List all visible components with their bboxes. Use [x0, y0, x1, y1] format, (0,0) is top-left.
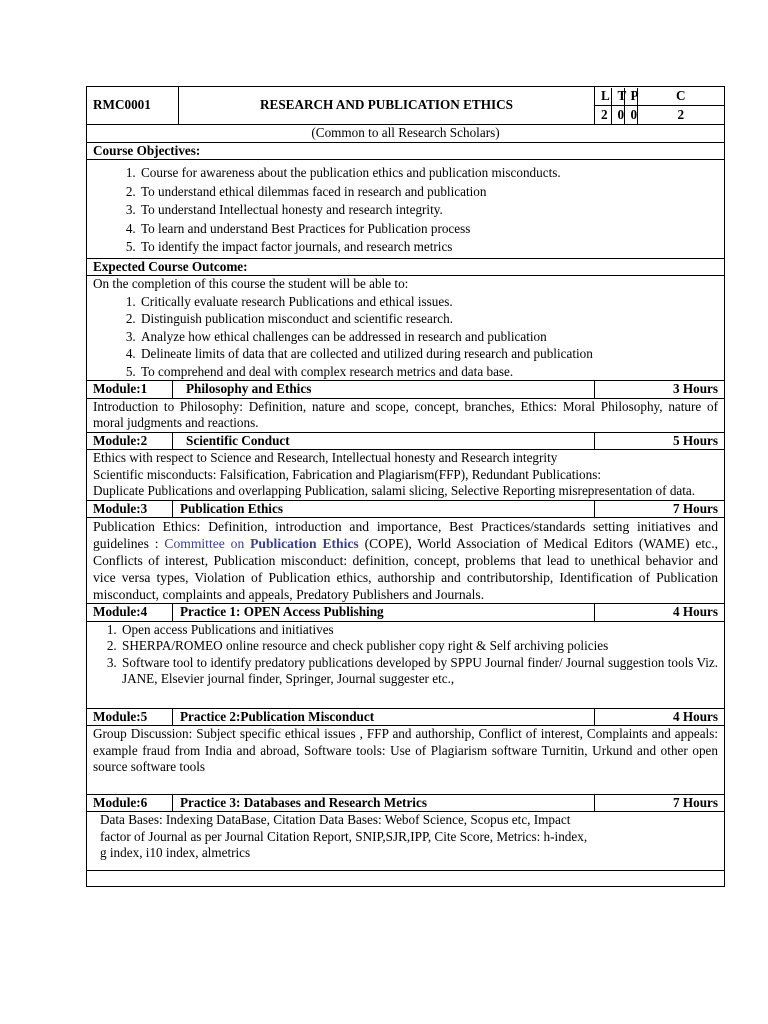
module-label: Module:3	[87, 500, 173, 518]
ltpc-value-t: 0	[611, 106, 624, 124]
list-item: 1. Critically evaluate research Publications and ethical issues.	[139, 293, 718, 311]
list-item: 2. Distinguish publication misconduct and scientific research.	[139, 310, 718, 328]
objectives-list	[93, 164, 718, 257]
module-body	[87, 450, 725, 501]
module-body: Group Discussion: Subject specific ethical issues , FFP and authorship, Conflict of interest, Complaints and appeals: example fraud from India and abroad, Software tools: Use of Plagiarism software Turnitin, Urkund and other open source software tools	[87, 726, 725, 795]
list-item: 2. SHERPA/ROMEO online resource and check publisher copy right & Self archiving policies	[120, 638, 718, 655]
list-item: 4. Delineate limits of data that are collected and utilized during research and publication	[139, 345, 718, 363]
ltpc-value-c: 2	[637, 106, 724, 124]
cope-link-text: Committee on	[164, 536, 251, 551]
module-body	[87, 518, 725, 604]
ltpc-value-p: 0	[624, 106, 637, 124]
module-title: Practice 1: OPEN Access Publishing	[173, 604, 595, 622]
ltpc-header-p: P	[624, 88, 637, 106]
list-item: 2. To understand ethical dilemmas faced in research and publication	[139, 183, 718, 202]
module-title: Practice 2:Publication Misconduct	[173, 708, 595, 726]
module-line: g index, i10 index, almetrics	[100, 845, 251, 860]
list-item: 5. To identify the impact factor journals, and research metrics	[139, 238, 718, 257]
course-subtitle: (Common to all Research Scholars)	[87, 125, 725, 143]
module-line: Scientific misconducts: Falsification, Fabrication and Plagiarism(FFP), Redundant Publications:	[93, 466, 602, 482]
module-line: Ethics with respect to Science and Research, Intellectual honesty and Research integrity	[93, 450, 558, 465]
module-label: Module:1	[87, 381, 173, 399]
list-item: 5. To comprehend and deal with complex research metrics and data base.	[139, 363, 718, 381]
module-hours: 7 Hours	[595, 500, 725, 518]
objectives-heading: Course Objectives:	[87, 142, 725, 160]
course-header-row	[87, 87, 725, 125]
course-title: RESEARCH AND PUBLICATION ETHICS	[179, 87, 595, 125]
module-header-row	[87, 500, 725, 518]
outcomes-cell	[87, 276, 725, 381]
module-body	[87, 812, 725, 871]
module-header-row	[87, 432, 725, 450]
list-item: 1. Open access Publications and initiatives	[120, 622, 718, 639]
module-hours: 4 Hours	[595, 604, 725, 622]
ltpc-header-c: C	[637, 88, 724, 106]
module-text: Publication Ethics: Definition, introduction and importance, Best Practices/standards setting initiatives and guidelines :	[93, 519, 719, 551]
syllabus-table	[86, 86, 725, 887]
course-code: RMC0001	[87, 87, 179, 125]
list-item: 3. Software tool to identify predatory publications developed by SPPU Journal finder/ Journal suggestion tools Viz. JANE, Elsevier journal finder, Springer, Journal suggester etc.,	[120, 655, 718, 688]
module-header-row	[87, 381, 725, 399]
list-item: 3. To understand Intellectual honesty and research integrity.	[139, 201, 718, 220]
outcomes-list	[93, 293, 718, 381]
module-body: Introduction to Philosophy: Definition, nature and scope, concept, branches, Ethics: Moral Philosophy, nature of moral judgments and reactions.	[87, 398, 725, 432]
module-label: Module:4	[87, 604, 173, 622]
module-hours: 5 Hours	[595, 432, 725, 450]
module-hours: 4 Hours	[595, 708, 725, 726]
module-body	[87, 621, 725, 708]
module-line: Duplicate Publications and overlapping Publication, salami slicing, Selective Reporting misrepresentation of data.	[93, 483, 696, 498]
module-label: Module:2	[87, 432, 173, 450]
list-item: 1. Course for awareness about the publication ethics and publication misconducts.	[139, 164, 718, 183]
objectives-cell	[87, 160, 725, 259]
module-list	[93, 622, 718, 688]
module-hours: 7 Hours	[595, 794, 725, 812]
outcomes-intro: On the completion of this course the student will be able to:	[93, 276, 409, 291]
ltpc-header-l: L	[595, 88, 611, 106]
ltpc-grid	[595, 87, 725, 125]
empty-footer-row	[87, 870, 725, 886]
module-line: Data Bases: Indexing DataBase, Citation Data Bases: Webof Science, Scopus etc, Impact	[100, 812, 571, 827]
module-header-row	[87, 604, 725, 622]
module-label: Module:5	[87, 708, 173, 726]
module-label: Module:6	[87, 794, 173, 812]
list-item: 3. Analyze how ethical challenges can be addressed in research and publication	[139, 328, 718, 346]
ltpc-header-t: T	[611, 88, 624, 106]
module-text: (COPE), World Association of Medical Editors (WAME) etc., Conflicts of interest, Publication misconduct: definition, concept, problems that lead to unethical behavior and vice versa types, Violation of Publication ethics, authorship and contributorship, Identification of Publication misconduct, complaints and appeals, Predatory Publishers and Journals.	[93, 536, 719, 602]
module-title: Practice 3: Databases and Research Metrics	[173, 794, 595, 812]
syllabus-sheet	[86, 86, 724, 887]
module-title: Philosophy and Ethics	[173, 381, 595, 399]
ltpc-value-l: 2	[595, 106, 611, 124]
outcomes-heading: Expected Course Outcome:	[87, 258, 725, 276]
module-title: Scientific Conduct	[173, 432, 595, 450]
module-title: Publication Ethics	[173, 500, 595, 518]
list-item: 4. To learn and understand Best Practices for Publication process	[139, 220, 718, 239]
module-header-row	[87, 794, 725, 812]
cope-link-bold: Publication Ethics	[250, 536, 359, 551]
module-line: factor of Journal as per Journal Citation Report, SNIP,SJR,IPP, Cite Score, Metrics: h-index,	[100, 828, 588, 844]
module-hours: 3 Hours	[595, 381, 725, 399]
module-header-row	[87, 708, 725, 726]
